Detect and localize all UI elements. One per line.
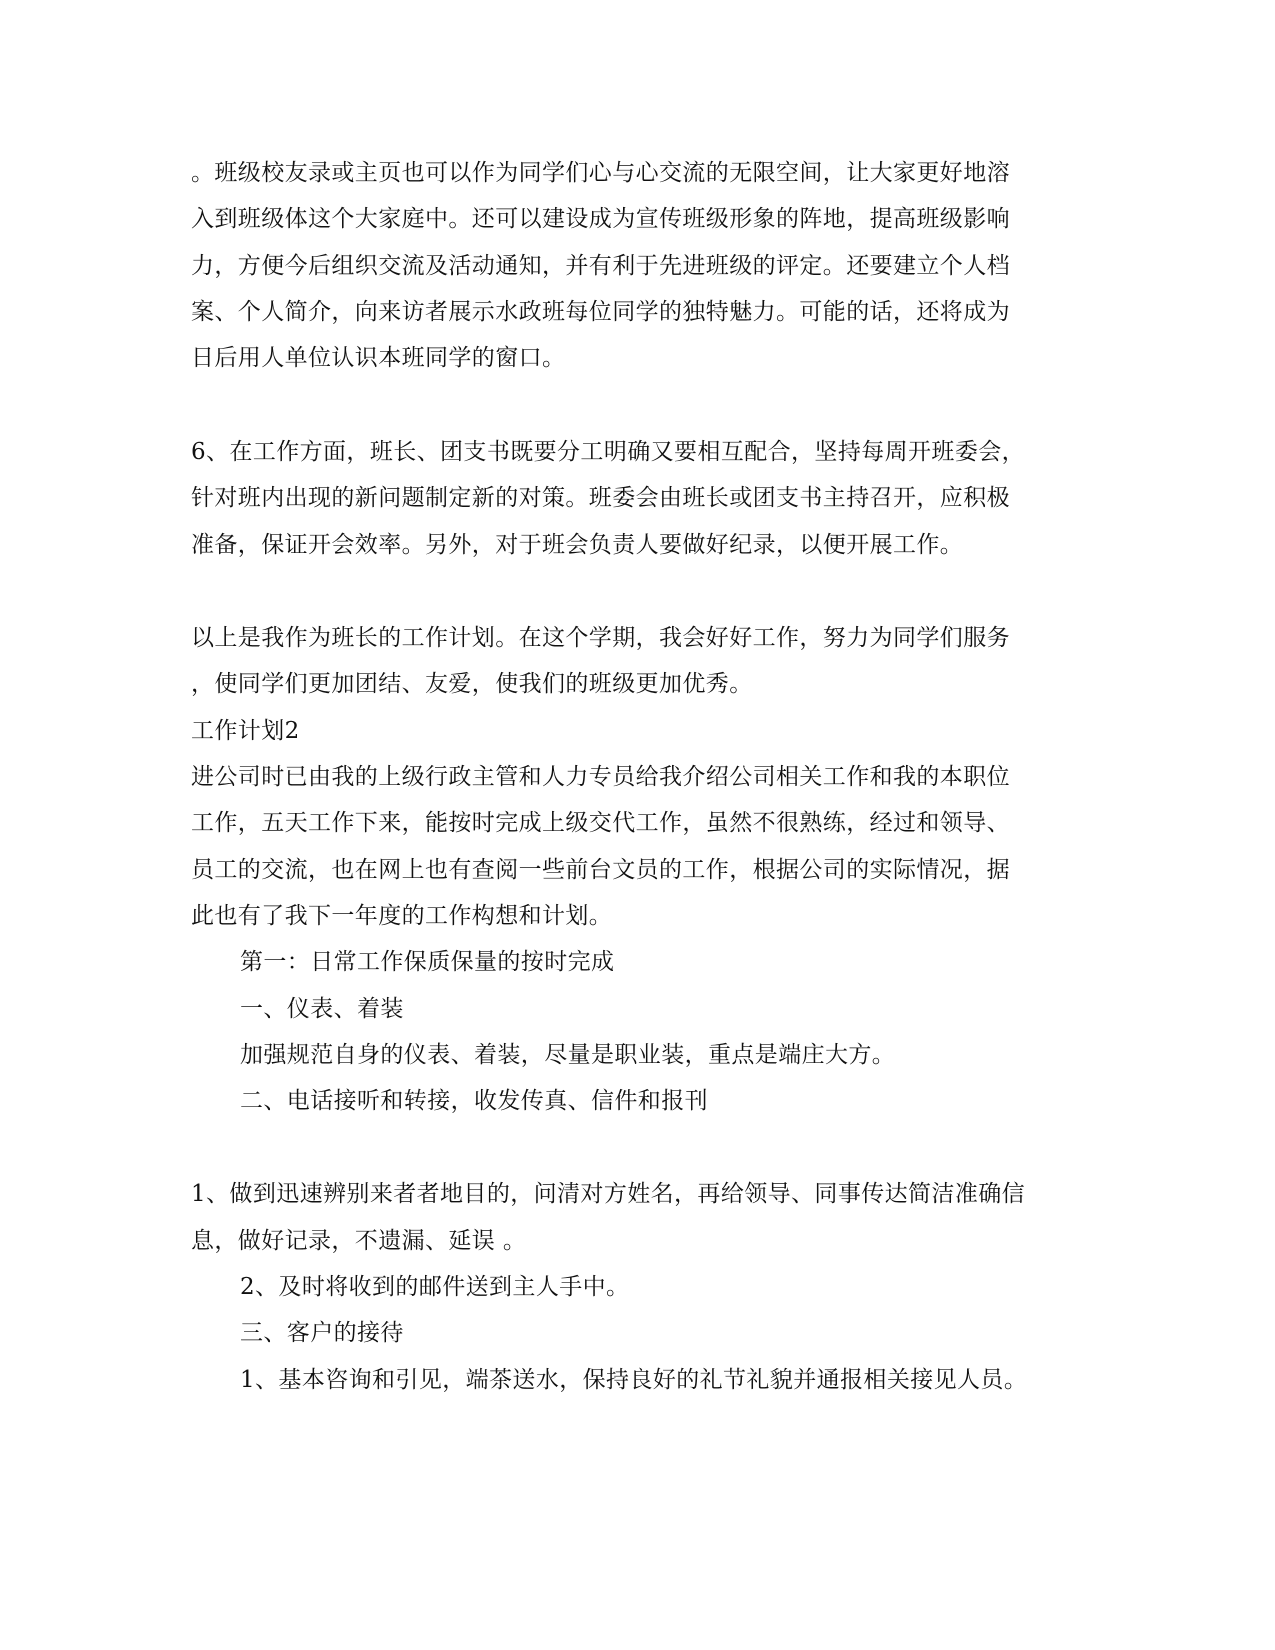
- paragraph-line: 入到班级体这个大家庭中。还可以建设成为宣传班级形象的阵地，提高班级影响: [191, 206, 1010, 232]
- paragraph-line: 准备，保证开会效率。另外，对于班会负责人要做好纪录，以便开展工作。: [191, 532, 964, 558]
- paragraph-line: 进公司时已由我的上级行政主管和人力专员给我介绍公司相关工作和我的本职位: [191, 764, 1010, 790]
- paragraph-line: 2、及时将收到的邮件送到主人手中。: [240, 1274, 630, 1300]
- paragraph-line: 案、个人简介，向来访者展示水政班每位同学的独特魅力。可能的话，还将成为: [191, 299, 1010, 325]
- paragraph-line: 1、做到迅速辨别来者者地目的，问清对方姓名，再给领导、同事传达简洁准确信: [191, 1181, 1026, 1207]
- paragraph-line: 息，做好记录，不遗漏、延误 。: [191, 1228, 527, 1254]
- subheading-line: 三、客户的接待: [240, 1320, 404, 1346]
- paragraph-line: 以上是我作为班长的工作计划。在这个学期，我会好好工作，努力为同学们服务: [191, 625, 1010, 651]
- paragraph-line: 工作，五天工作下来，能按时完成上级交代工作，虽然不很熟练，经过和领导、: [191, 810, 1010, 836]
- section-heading: 工作计划2: [191, 718, 300, 744]
- paragraph-line: 。班级校友录或主页也可以作为同学们心与心交流的无限空间，让大家更好地溶: [191, 160, 1010, 186]
- paragraph-line: 此也有了我下一年度的工作构想和计划。: [191, 903, 613, 929]
- paragraph-line: 日后用人单位认识本班同学的窗口。: [191, 345, 566, 371]
- subheading-line: 一、仪表、着装: [240, 996, 404, 1022]
- paragraph-line: 6、在工作方面，班长、团支书既要分工明确又要相互配合，坚持每周开班委会，: [191, 439, 1026, 465]
- subheading-line: 第一：日常工作保质保量的按时完成: [240, 949, 615, 975]
- paragraph-line: 员工的交流，也在网上也有查阅一些前台文员的工作，根据公司的实际情况，据: [191, 857, 1010, 883]
- paragraph-line: 力，方便今后组织交流及活动通知，并有利于先进班级的评定。还要建立个人档: [191, 253, 1010, 279]
- paragraph-line: 1、基本咨询和引见，端茶送水，保持良好的礼节礼貌并通报相关接见人员。: [240, 1367, 1028, 1393]
- paragraph-line: 针对班内出现的新问题制定新的对策。班委会由班长或团支书主持召开，应积极: [191, 485, 1010, 511]
- paragraph-line: 加强规范自身的仪表、着装，尽量是职业装，重点是端庄大方。: [240, 1042, 896, 1068]
- subheading-line: 二、电话接听和转接，收发传真、信件和报刊: [240, 1088, 708, 1114]
- paragraph-line: ，使同学们更加团结、友爱，使我们的班级更加优秀。: [191, 671, 753, 697]
